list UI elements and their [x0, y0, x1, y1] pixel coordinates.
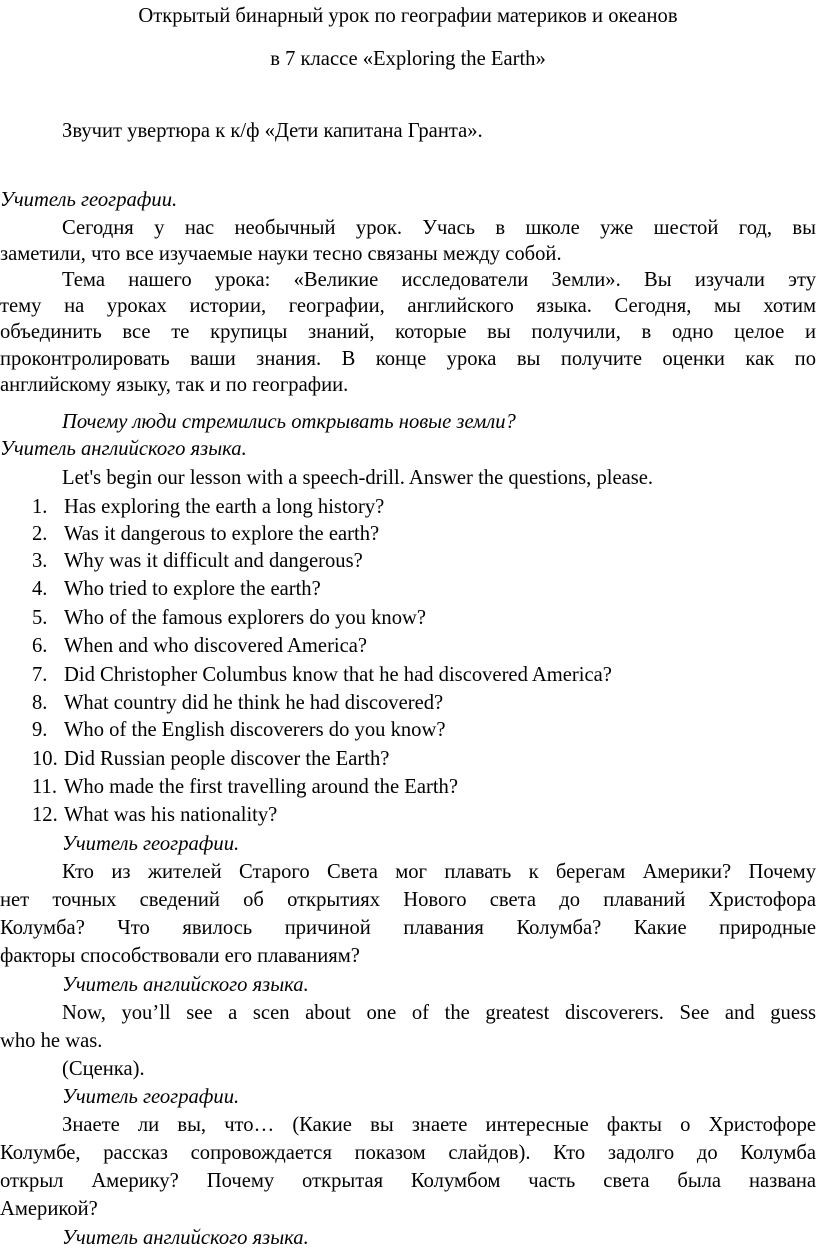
question-number: 11. — [32, 776, 57, 798]
title-line-2: в 7 классе «Exploring the Earth» — [270, 48, 546, 70]
question-number: 2. — [32, 523, 48, 545]
question-number: 1. — [32, 496, 48, 518]
question-text: Who of the English discoverers do you know? — [64, 719, 446, 741]
para4-line-2: who he was. — [0, 1030, 103, 1052]
question-text: When and who discovered America? — [64, 635, 368, 657]
question-text: Who tried to explore the earth? — [64, 578, 321, 600]
intro-text: Звучит увертюра к к/ф «Дети капитана Гранта». — [62, 120, 483, 142]
question-number: 6. — [32, 635, 48, 657]
question-text: Did Christopher Columbus know that he had discovered America? — [64, 664, 612, 686]
speaker-eng-3: Учитель английского языка. — [62, 1227, 309, 1249]
question-number: 4. — [32, 578, 48, 600]
speaker-geo-1: Учитель географии. — [0, 189, 178, 211]
title-line-1: Открытый бинарный урок по географии материков и океанов — [138, 5, 678, 27]
question-text: Why was it difficult and dangerous? — [64, 550, 363, 572]
para5-line-4: Америкой? — [0, 1198, 98, 1220]
question-number: 10. — [32, 748, 58, 770]
question-number: 7. — [32, 664, 48, 686]
question-number: 3. — [32, 550, 48, 572]
para2-line-2: тему на уроках истории, географии, английского языка. Сегодня, мы хотим — [0, 296, 816, 317]
speaker-eng-2: Учитель английского языка. — [62, 974, 309, 996]
speech-drill-text: Let's begin our lesson with a speech-drill. Answer the questions, please. — [62, 467, 654, 489]
para3-line-3: Колумба? Что явилось причиной плавания Колумба? Какие природные — [0, 918, 816, 939]
para5-line-2: Колумбе, рассказ сопровождается показом слайдов). Кто задолго до Колумба — [0, 1143, 816, 1164]
para2-line-5: английскому языку, так и по географии. — [0, 374, 349, 396]
para1-line-2: заметили, что все изучаемые науки тесно связаны между собой. — [0, 243, 562, 265]
scene-text: (Сценка). — [62, 1058, 145, 1080]
para4-line-1: Now, you’ll see a scen about one of the greatest discoverers. See and guess — [62, 1003, 816, 1024]
para5-line-3: открыл Америку? Почему открытая Колумбом часть света была названа — [0, 1171, 816, 1192]
question-number: 12. — [32, 804, 58, 826]
para2-line-4: проконтролировать ваши знания. В конце урока вы получите оценки как по — [0, 349, 816, 370]
speaker-geo-2: Учитель географии. — [62, 833, 240, 855]
para1-line-1: Сегодня у нас необычный урок. Учась в школе уже шестой год, вы — [62, 218, 816, 239]
question-text: What country did he think he had discovered? — [64, 692, 444, 714]
speaker-eng-1: Учитель английского языка. — [0, 438, 247, 460]
para3-line-2: нет точных сведений об открытиях Нового света до плаваний Христофора — [0, 890, 816, 911]
italic-question: Почему люди стремились открывать новые земли? — [62, 411, 516, 433]
para2-line-1: Тема нашего урока: «Великие исследователи Земли». Вы изучали эту — [62, 270, 816, 291]
question-text: Who made the first travelling around the Earth? — [64, 776, 458, 798]
para2-line-3: объединить все те крупицы знаний, которые вы получили, в одно целое и — [0, 322, 816, 343]
question-text: Has exploring the earth a long history? — [64, 496, 385, 518]
question-number: 5. — [32, 607, 48, 629]
para5-line-1: Знаете ли вы, что… (Какие вы знаете интересные факты о Христофоре — [62, 1115, 816, 1136]
question-text: Was it dangerous to explore the earth? — [64, 523, 380, 545]
para3-line-4: факторы способствовали его плаваниям? — [0, 945, 360, 967]
question-text: Did Russian people discover the Earth? — [64, 748, 390, 770]
question-text: Who of the famous explorers do you know? — [64, 607, 427, 629]
para3-line-1: Кто из жителей Старого Света мог плавать к берегам Америки? Почему — [62, 862, 816, 883]
speaker-geo-3: Учитель географии. — [62, 1086, 240, 1108]
question-number: 8. — [32, 692, 48, 714]
question-number: 9. — [32, 719, 48, 741]
question-text: What was his nationality? — [64, 804, 278, 826]
